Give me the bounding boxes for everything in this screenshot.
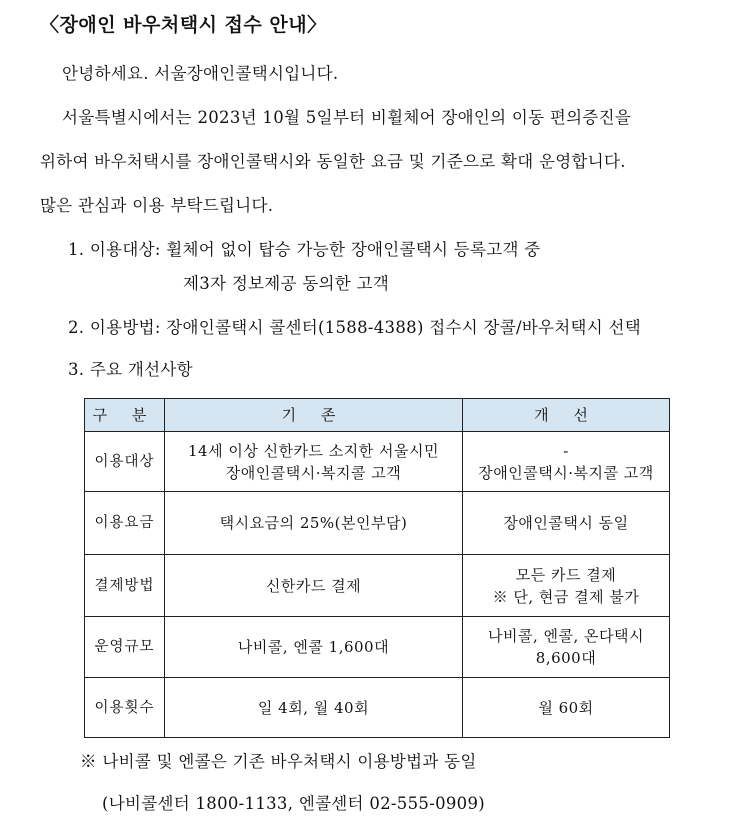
before-cell (165, 492, 463, 555)
item-1-usage-target-cont: 제3자 정보제공 동의한 고객 (183, 274, 390, 293)
item-2-usage-method: 2. 이용방법: 장애인콜택시 콜센터(1588-4388) 접수시 장콜/바우처택시 선택 (68, 318, 642, 337)
table-row (85, 432, 670, 492)
intro-line-2: 위하여 바우처택시를 장애인콜택시와 동일한 요금 및 기준으로 확대 운영합니다. (40, 152, 626, 171)
header-after: 개 선 (463, 399, 670, 432)
row-label: 이용요금 (85, 492, 165, 555)
improvements-table (84, 398, 670, 738)
before-cell (165, 678, 463, 738)
after-cell (463, 432, 670, 492)
cell-text: 택시요금의 25%(본인부담) (219, 514, 408, 532)
before-cell (165, 617, 463, 678)
cell-text: 일 4회, 월 40회 (257, 698, 370, 717)
cell-text: 나비콜, 엔콜, 온다택시 (488, 627, 644, 645)
cell-text: 모든 카드 결제 (515, 565, 617, 584)
intro-line-1: 서울특별시에서는 2023년 10월 5일부터 비휠체어 장애인의 이동 편의증진을 (62, 108, 632, 127)
table-row (85, 492, 670, 555)
intro-line-3: 많은 관심과 이용 부탁드립니다. (40, 196, 274, 215)
footnote-line-2: (나비콜센터 1800-1133, 엔콜센터 02-555-0909) (102, 794, 485, 813)
cell-text: 장애인콜택시·복지콜 고객 (478, 463, 654, 482)
cell-text: 장애인콜택시 동일 (503, 514, 629, 532)
table-header-row (85, 399, 670, 432)
cell-text: 나비콜, 엔콜 1,600대 (237, 638, 390, 656)
cell-text: 신한카드 결제 (265, 576, 362, 595)
item-1-usage-target: 1. 이용대상: 휠체어 없이 탑승 가능한 장애인콜택시 등록고객 중 (68, 240, 541, 259)
table-row (85, 617, 670, 678)
row-label: 운영규모 (85, 617, 165, 678)
greeting-text: 안녕하세요. 서울장애인콜택시입니다. (62, 64, 339, 83)
item-3-improvements-heading: 3. 주요 개선사항 (68, 360, 193, 379)
cell-text: 14세 이상 신한카드 소지한 서울시민 (187, 441, 440, 460)
header-category: 구 분 (85, 399, 165, 432)
row-label: 결제방법 (85, 555, 165, 617)
after-cell (463, 555, 670, 617)
before-cell (165, 432, 463, 492)
after-cell (463, 617, 670, 678)
cell-text: 8,600대 (535, 649, 597, 667)
row-label: 이용횟수 (85, 678, 165, 738)
before-cell (165, 555, 463, 617)
header-before: 기 존 (165, 399, 463, 432)
table-row (85, 678, 670, 738)
row-label: 이용대상 (85, 432, 165, 492)
cell-text: ※ 단, 현금 결제 불가 (492, 587, 640, 606)
cell-text: 장애인콜택시·복지콜 고객 (225, 463, 402, 482)
cell-text: - (563, 441, 569, 460)
after-cell (463, 492, 670, 555)
cell-text: 월 60회 (538, 698, 594, 717)
footnote-line-1: ※ 나비콜 및 엔콜은 기존 바우처택시 이용방법과 동일 (80, 752, 477, 771)
notice-title: 〈장애인 바우처택시 접수 안내〉 (40, 14, 327, 36)
table-row (85, 555, 670, 617)
after-cell (463, 678, 670, 738)
